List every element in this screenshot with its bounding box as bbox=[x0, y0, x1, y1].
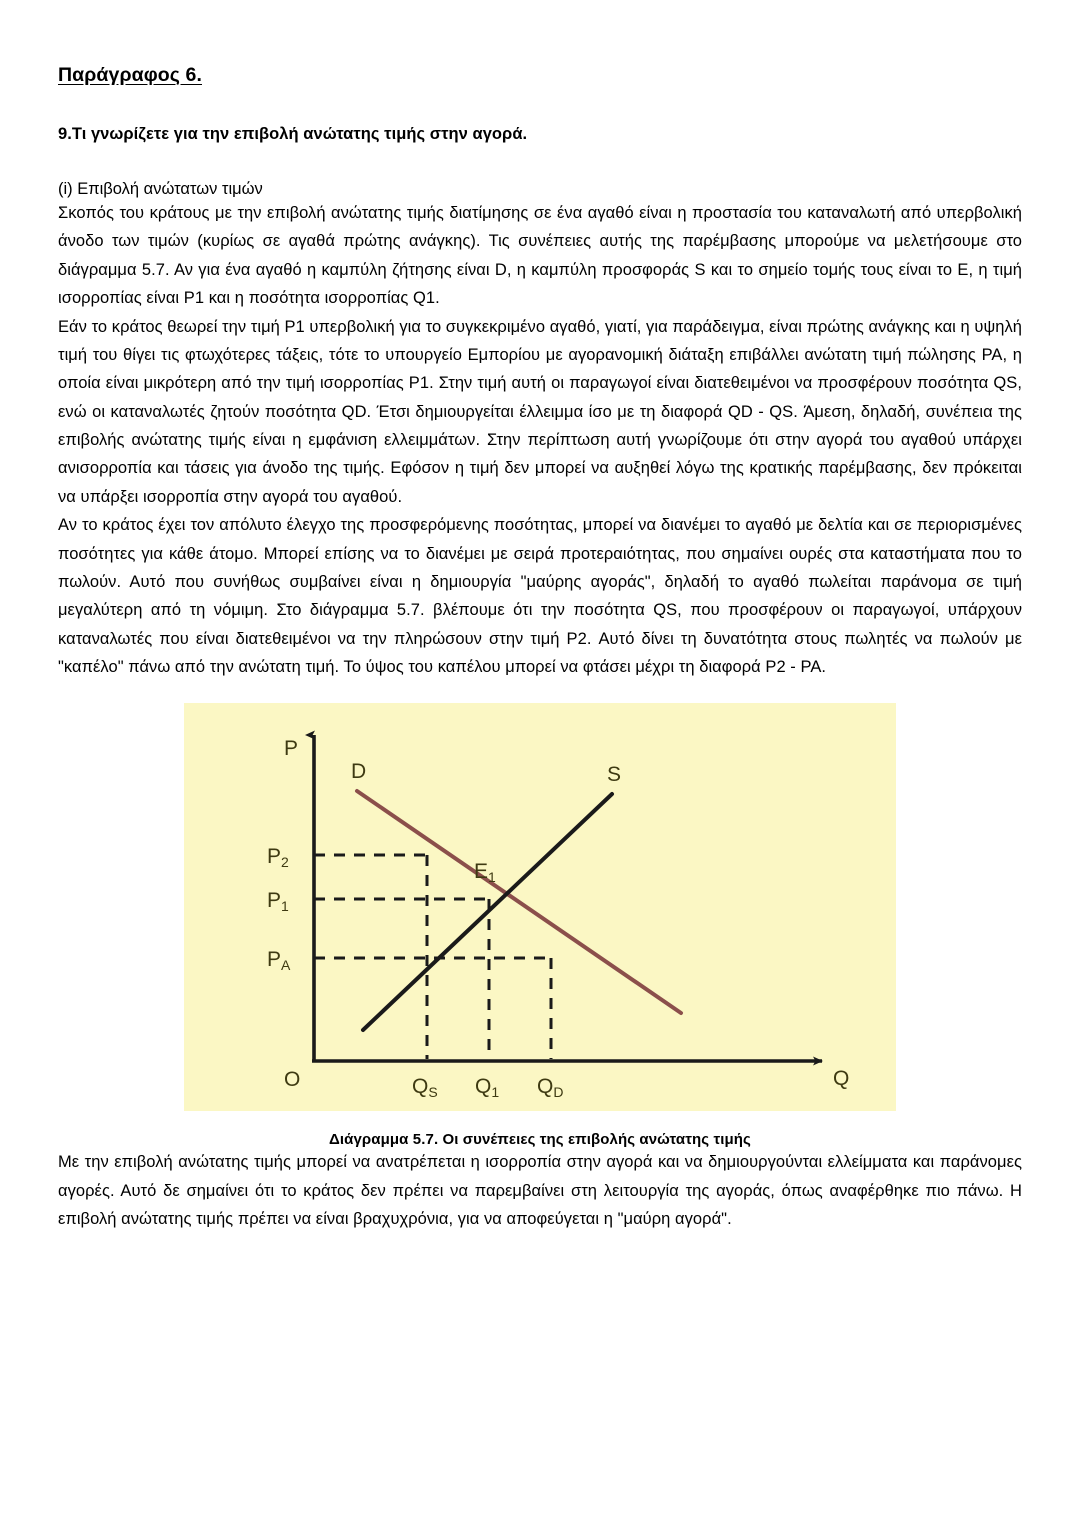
section-subheading: (i) Επιβολή ανώτατων τιμών bbox=[58, 180, 263, 198]
x-tick-label-qd: QD bbox=[537, 1075, 564, 1101]
figure-caption bbox=[184, 1131, 896, 1148]
figure-diagram-5-7 bbox=[184, 703, 896, 1148]
y-tick-label-pa: PA bbox=[267, 948, 291, 974]
chart-axes bbox=[312, 735, 822, 1061]
x-tick-label-q1: Q1 bbox=[475, 1075, 500, 1101]
question-heading: 9.Τι γνωρίζετε για την επιβολή ανώτατης τιμής στην αγορά. bbox=[58, 125, 528, 143]
y-tick-label-p1: P1 bbox=[267, 889, 289, 915]
demand-curve bbox=[357, 791, 681, 1013]
demand-curve-label: D bbox=[351, 760, 367, 784]
y-tick-label-p2: P2 bbox=[267, 845, 289, 871]
body-paragraph-3: Αν το κράτος έχει τον απόλυτο έλεγχο της προσφερόμενης ποσότητας, μπορεί να διανέμει το αγαθό με δελτία και σε περιορισμένες ποσότητες για κάθε άτομο. Μπορεί επίσης να το διανέμει με σειρά προτεραιότητας, που σημαίνει ουρές στα καταστήματα που το πωλούν. Αυτό που συνήθως συμβαίνει είναι η δημιουργία "μαύρης αγοράς", δηλαδή το αγαθό πωλείται παράνομα σε τιμή μεγαλύτερη από τη νόμιμη. Στο διάγραμμα 5.7. βλέπουμε ότι την ποσότητα QS, που προσφέρουν οι παραγωγοί, υπάρχουν καταναλωτές που είναι διατεθειμένοι να την πληρώσουν στην τιμή P2. Αυτό δίνει τη δυνατότητα στους πωλητές να πωλούν με "καπέλο" πάνω από την ανώτατη τιμή. Το ύψος του καπέλου μπορεί να φτάσει μέχρι τη διαφορά P2 - PA. bbox=[58, 516, 1022, 676]
origin-label: O bbox=[284, 1068, 301, 1092]
supply-demand-chart bbox=[184, 703, 896, 1111]
x-tick-label-qs: QS bbox=[412, 1075, 438, 1101]
figure-caption-number: Διάγραμμα 5.7 bbox=[329, 1131, 434, 1149]
y-axis-title: P bbox=[284, 737, 299, 761]
page-title: Παράγραφος 6. bbox=[58, 64, 202, 86]
body-paragraph-1: Σκοπός του κράτους με την επιβολή ανώτατης τιμής διατίμησης σε ένα αγαθό είναι η προστασία του καταναλωτή από υπερβολική άνοδο των τιμών (κυρίως σε αγαθά πρώτης ανάγκης). Τις συνέπειες αυτής της παρέμβασης μπορούμε να μελετήσουμε στο διάγραμμα 5.7. Αν για ένα αγαθό η καμπύλη ζήτησης είναι D, η καμπύλη προσφοράς S και το σημείο τομής τους είναι το E, η τιμή ισορροπίας είναι P1 και η ποσότητα ισορροπίας Q1. bbox=[58, 204, 1022, 308]
closing-paragraph: Με την επιβολή ανώτατης τιμής μπορεί να ανατρέπεται η ισορροπία στην αγορά και να δημιουργούνται ελλείμματα και παράνομες αγορές. Αυτό δε σημαίνει ότι το κράτος δεν πρέπει να παρεμβαίνει στη λειτουργία της αγοράς, όπως αναφέρθηκε πιο πάνω. Η επιβολή ανώτατης τιμής πρέπει να είναι βραχυχρόνια, για να αποφεύγεται η "μαύρη αγορά". bbox=[58, 1153, 1022, 1229]
x-axis-title: Q bbox=[833, 1067, 850, 1091]
supply-curve-label: S bbox=[607, 763, 622, 787]
equilibrium-label: E1 bbox=[474, 860, 496, 886]
chart-panel bbox=[184, 703, 896, 1111]
supply-curve bbox=[363, 794, 612, 1030]
figure-caption-text: . Οι συνέπειες της επιβολής ανώτατης τιμής bbox=[433, 1131, 751, 1149]
body-paragraph-2: Εάν το κράτος θεωρεί την τιμή P1 υπερβολική για το συγκεκριμένο αγαθό, γιατί, για παράδειγμα, είναι πρώτης ανάγκης και η υψηλή τιμή του θίγει τις φτωχότερες τάξεις, τότε το υπουργείο Εμπορίου με αγορανομική διάταξη επιβάλλει ανώτατη τιμή πώλησης PA, η οποία είναι μικρότερη από την τιμή ισορροπίας P1. Στην τιμή αυτή οι παραγωγοί είναι διατεθειμένοι να προσφέρουν ποσότητα QS, ενώ οι καταναλωτές ζητούν ποσότητα QD. Έτσι δημιουργείται έλλειμμα ίσο με τη διαφορά QD - QS. Άμεση, δηλαδή, συνέπεια της επιβολής ανώτατης τιμής είναι η εμφάνιση ελλειμμάτων. Στην περίπτωση αυτή γνωρίζουμε ότι στην αγορά του αγαθού υπάρχει ανισορροπία και τάσεις για άνοδο της τιμής. Εφόσον η τιμή δεν μπορεί να αυξηθεί λόγω της κρατικής παρέμβασης, δεν πρόκειται να υπάρξει ισορροπία στην αγορά του αγαθού. bbox=[58, 317, 1023, 506]
